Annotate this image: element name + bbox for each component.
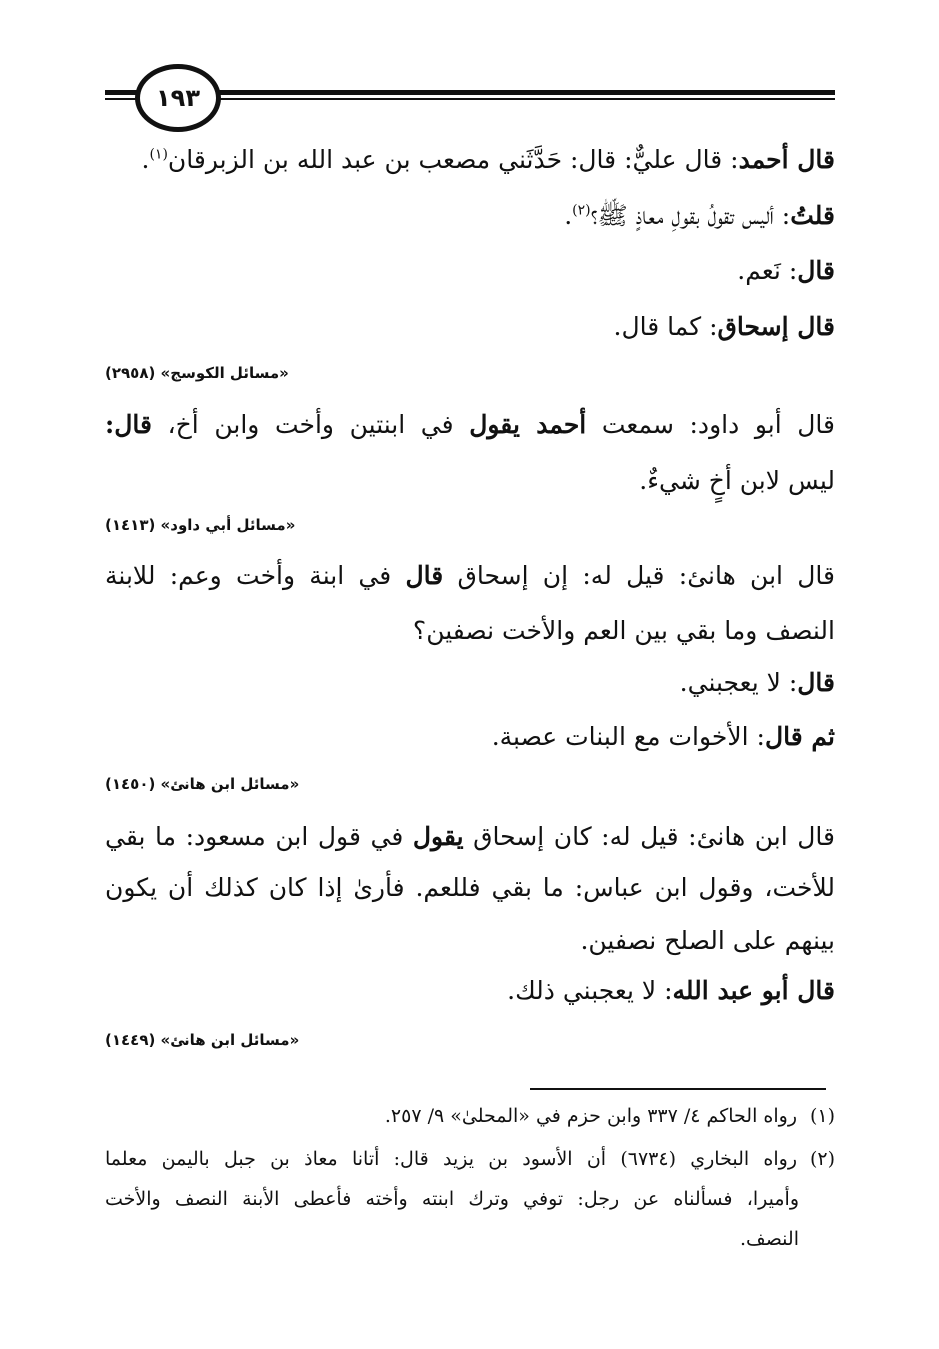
s1-l1-text: : قال عليٌّ: قال: حَدَّثَني مصعب بن عبد الله بن الزبرقان <box>167 145 739 174</box>
footnote-1-number: (١) <box>809 1105 835 1127</box>
s1-l2-text: : أليس تقولُ بقولِ معاذٍ ﷺ؟ <box>590 201 791 230</box>
s3-line-3 <box>680 668 835 697</box>
s3-line-1 <box>105 561 835 590</box>
s3-l4-text: : الأخوات مع البنات عصبة. <box>491 722 765 751</box>
s3-line-4 <box>492 722 835 751</box>
s1-line-3 <box>737 256 835 285</box>
footnote-ref-2: (٢) <box>572 202 591 219</box>
s1-line-1 <box>141 145 835 174</box>
s4-line-4 <box>507 976 835 1005</box>
s3-l1-a: قال ابن هانئ: قيل له: إن إسحاق <box>443 561 835 590</box>
footnote-2-line-1 <box>105 1148 835 1170</box>
s4-line-2: للأخت، وقول ابن عباس: ما بقي فللعم. فأرىٰ إذا كان كذلك أن يكون <box>105 873 835 902</box>
footnote-2-line-3: النصف. <box>740 1228 799 1250</box>
s1-line-4 <box>614 312 835 341</box>
header-rule <box>165 90 835 95</box>
s1-source: «مسائل الكوسج» (٢٩٥٨) <box>105 364 289 382</box>
s3-line-2: النصف وما بقي بين العم والأخت نصفين؟ <box>412 616 835 645</box>
s2-source: «مسائل أبي داود» (١٤١٣) <box>105 516 296 534</box>
s3-l3-keyword: قال <box>797 668 835 697</box>
s2-l1-a: قال أبو داود: سمعت <box>586 410 836 439</box>
s3-l4-keyword: ثم قال <box>764 722 835 751</box>
footnote-1-text: رواه الحاكم ٤/ ٣٣٧ وابن حزم في «المحلىٰ» ٩/ ٢٥٧. <box>384 1105 797 1127</box>
s2-line-1 <box>105 410 835 439</box>
s3-l1-keyword: قال <box>405 561 444 590</box>
s3-source: «مسائل ابن هانئ» (١٤٥٠) <box>105 775 300 793</box>
footnote-2-number: (٢) <box>809 1148 835 1170</box>
s2-l1-keyword: أحمد يقول <box>469 410 587 439</box>
page-number: ١٩٣ <box>135 64 221 132</box>
s1-l3-text: : نَعم. <box>737 256 798 285</box>
page-header <box>105 62 835 132</box>
s3-l3-text: : لا يعجبني. <box>679 668 798 697</box>
s4-line-1 <box>105 822 835 851</box>
s1-l1-keyword: قال أحمد <box>738 145 835 174</box>
s4-l4-keyword: قال أبو عبد الله <box>672 976 835 1005</box>
footnote-1 <box>385 1105 835 1127</box>
s2-l1-keyword-2: قال: <box>105 410 152 439</box>
s4-line-3: بينهم على الصلح نصفين. <box>580 926 835 955</box>
footnote-ref-1: (١) <box>149 146 168 163</box>
s2-l1-b: في ابنتين وأخت وابن أخ، <box>151 410 470 439</box>
s1-l2-keyword: قلتُ <box>790 201 835 230</box>
s2-line-2: ليس لابن أخٍ شيءٌ. <box>639 466 835 495</box>
s1-line-2 <box>564 200 835 237</box>
s4-l4-text: : لا يعجبني ذلك. <box>507 976 673 1005</box>
s1-l1-end: . <box>141 145 150 174</box>
s4-l1-keyword: يقول <box>412 822 464 851</box>
s3-l1-b: في ابنة وأخت وعم: للابنة <box>105 561 406 590</box>
s1-l3-keyword: قال <box>797 256 835 285</box>
s1-l2-end: . <box>564 201 573 230</box>
s1-l4-keyword: قال إسحاق <box>717 312 835 341</box>
footnote-2-line-2: وأميرا، فسألناه عن رجل: توفي وترك ابنته وأخته فأعطى الأبنة النصف والأخت <box>105 1188 799 1210</box>
s4-source: «مسائل ابن هانئ» (١٤٤٩) <box>105 1031 300 1049</box>
footnote-2-text-1: رواه البخاري (٦٧٣٤) أن الأسود بن يزيد قال: أتانا معاذ بن جبل باليمن معلما <box>105 1148 797 1170</box>
footnote-separator <box>530 1088 826 1090</box>
s4-l1-a: قال ابن هانئ: قيل له: كان إسحاق <box>463 822 835 851</box>
s4-l1-b: في قول ابن مسعود: ما بقي <box>105 822 413 851</box>
header-rule-thin <box>165 98 835 100</box>
s1-l4-text: : كما قال. <box>613 312 718 341</box>
